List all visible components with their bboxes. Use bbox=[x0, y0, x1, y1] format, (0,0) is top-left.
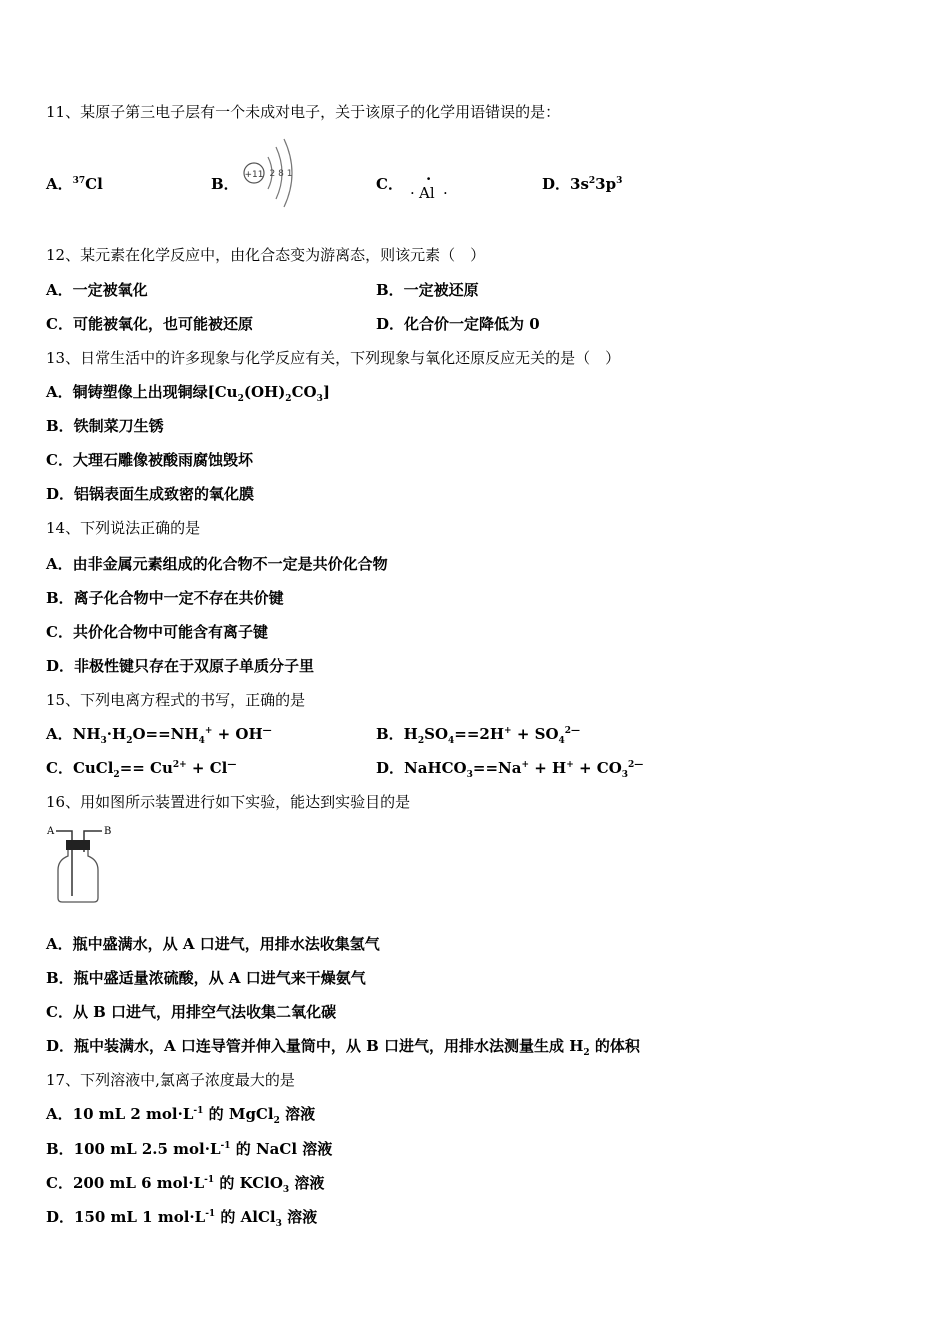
q13-option-c: C．大理石雕像被酸雨腐蚀毁坏 bbox=[46, 451, 253, 469]
q11-electron-dot-al: · · Al · bbox=[410, 170, 448, 202]
question-13-stem: 13、日常生活中的许多现象与化学反应有关，下列现象与氧化还原反应无关的是（ ） bbox=[46, 349, 621, 367]
question-17-stem: 17、下列溶液中,氯离子浓度最大的是 bbox=[46, 1071, 295, 1089]
question-15-stem: 15、下列电离方程式的书写，正确的是 bbox=[46, 691, 306, 709]
q17-option-c: C．200 mL 6 $mol\cdot L^{-1}$ 的 KClO$_3$ 溶液 bbox=[46, 1174, 325, 1195]
q16-option-b: B．瓶中盛适量浓硫酸，从 A 口进气来干燥氨气 bbox=[46, 969, 366, 987]
q15-option-b: B．$H_2SO_4==2H^+ + SO_4^{2—}$ bbox=[376, 725, 581, 746]
q14-option-a: A．由非金属元素组成的化合物不一定是共价化合物 bbox=[46, 555, 388, 573]
q14-option-c: C．共价化合物中可能含有离子键 bbox=[46, 623, 268, 641]
q17-option-b: B．100 mL 2.5 $mol\cdot L^{-1}$ 的 NaCl 溶液 bbox=[46, 1140, 333, 1158]
q13-option-b: B．铁制菜刀生锈 bbox=[46, 417, 164, 435]
q14-option-d: D．非极性键只存在于双原子单质分子里 bbox=[46, 657, 315, 675]
question-14-stem: 14、下列说法正确的是 bbox=[46, 519, 201, 537]
q16-option-c: C．从 B 口进气，用排空气法收集二氧化碳 bbox=[46, 1003, 337, 1021]
q16-option-d: D．瓶中装满水，A 口连导管并伸入量筒中，从 B 口进气，用排水法测量生成 $H_2$ 的体积 bbox=[46, 1037, 640, 1058]
question-16-stem: 16、用如图所示装置进行如下实验，能达到实验目的是 bbox=[46, 793, 411, 811]
q11-option-a: A．$^{37}$Cl bbox=[46, 175, 103, 193]
q17-option-a: A．10 mL 2 $mol\cdot L^{-1}$ 的 MgCl$_2$ 溶液 bbox=[46, 1105, 316, 1126]
q14-option-b: B．离子化合物中一定不存在共价键 bbox=[46, 589, 284, 607]
q11-option-b-label: B． bbox=[211, 175, 239, 193]
q11-atomic-structure-diagram bbox=[236, 135, 306, 211]
inlet-b-label: B bbox=[104, 826, 112, 837]
question-11-stem: 11、某原子第三电子层有一个未成对电子，关于该原子的化学用语错误的是： bbox=[46, 103, 561, 121]
q16-gas-bottle-apparatus bbox=[44, 822, 116, 906]
q15-option-c: C．CuCl$_2$== $Cu^{2+} + Cl^—$ bbox=[46, 759, 237, 780]
q13-option-a: A．铜铸塑像上出现铜绿$[Cu_2(OH)_2CO_3]$ bbox=[46, 383, 330, 404]
q15-option-d: D．NaHCO$_3$==Na+ + $H^+ + CO_3^{2—}$ bbox=[376, 759, 644, 780]
question-12-stem: 12、某元素在化学反应中，由化合态变为游离态，则该元素（ ） bbox=[46, 246, 486, 264]
q12-option-b: B．一定被还原 bbox=[376, 281, 479, 299]
q12-option-d: D．化合价一定降低为 0 bbox=[376, 315, 540, 333]
q13-option-d: D．铝锅表面生成致密的氧化膜 bbox=[46, 485, 255, 503]
q12-option-a: A．一定被氧化 bbox=[46, 281, 148, 299]
q11-option-c-label: C． bbox=[376, 175, 403, 193]
electron-shell-counts: 2 8 1 bbox=[269, 169, 293, 179]
q12-option-c: C．可能被氧化，也可能被还原 bbox=[46, 315, 253, 333]
nucleus-charge: +11 bbox=[244, 170, 264, 180]
q16-option-a: A．瓶中盛满水，从 A 口进气，用排水法收集氢气 bbox=[46, 935, 380, 953]
q17-option-d: D．150 mL 1 $mol\cdot L^{-1}$ 的 AlCl$_3$ 溶液 bbox=[46, 1208, 318, 1229]
q15-option-a: A．$NH_3\cdot H_2O==NH_4^+ + OH^—$ bbox=[46, 725, 272, 746]
inlet-a-label: A bbox=[47, 826, 55, 837]
q11-option-d: D．$3s^23p^3$ bbox=[542, 175, 623, 193]
